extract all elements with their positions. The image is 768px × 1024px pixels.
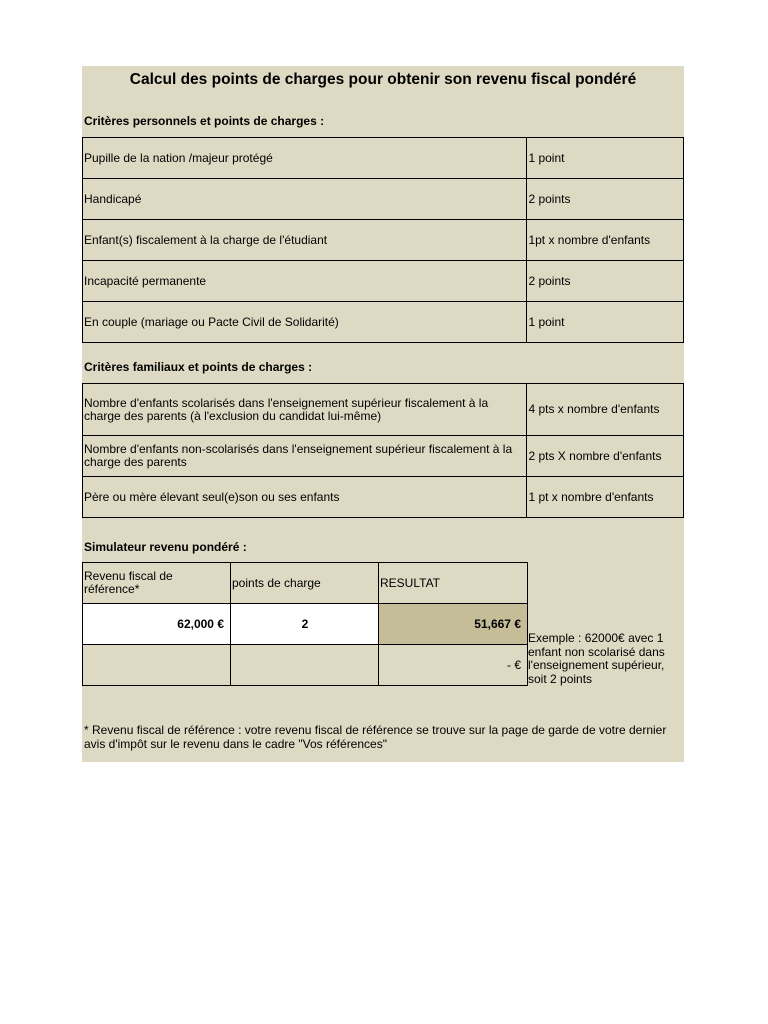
table-row xyxy=(83,138,684,179)
result-header-cell: RESULTAT xyxy=(379,563,528,604)
result-cell: 51,667 € xyxy=(379,604,528,645)
points-cell[interactable]: 1 pt x nombre d'enfants xyxy=(527,477,684,518)
table-row xyxy=(83,302,684,343)
personal-criteria-table xyxy=(82,137,684,343)
table-row xyxy=(83,220,684,261)
result-cell: - € xyxy=(379,645,528,686)
table-row xyxy=(83,261,684,302)
points-cell[interactable]: 1 point xyxy=(527,138,684,179)
points-cell[interactable]: 2 points xyxy=(527,179,684,220)
points-cell[interactable]: 2 points xyxy=(527,261,684,302)
footnote: * Revenu fiscal de référence : votre revenu fiscal de référence se trouve sur la page de garde de votre dernier avis d'impôt sur le revenu dans le cadre "Vos références" xyxy=(84,723,667,751)
table-row xyxy=(83,384,684,436)
criterion-cell[interactable]: Incapacité permanente xyxy=(83,261,527,302)
criterion-cell[interactable]: Handicapé xyxy=(83,179,527,220)
family-criteria-table xyxy=(82,383,684,518)
spreadsheet-sheet xyxy=(82,66,684,762)
table-row xyxy=(83,436,684,477)
table-row xyxy=(83,563,528,604)
criterion-cell[interactable]: Nombre d'enfants scolarisés dans l'enseignement supérieur fiscalement à la charge des parents (à l'exclusion du candidat lui-même) xyxy=(83,384,527,436)
points-cell[interactable]: 1pt x nombre d'enfants xyxy=(527,220,684,261)
personal-criteria-heading: Critères personnels et points de charges : xyxy=(84,114,325,128)
criterion-cell[interactable]: Pupille de la nation /majeur protégé xyxy=(83,138,527,179)
criterion-cell[interactable]: En couple (mariage ou Pacte Civil de Solidarité) xyxy=(83,302,527,343)
points-cell[interactable]: 4 pts x nombre d'enfants xyxy=(527,384,684,436)
family-criteria-heading: Critères familiaux et points de charges : xyxy=(84,360,313,374)
example-note: Exemple : 62000€ avec 1 enfant non scolarisé dans l'enseignement supérieur, soit 2 points xyxy=(528,631,665,686)
points-input-cell[interactable]: 2 xyxy=(231,604,379,645)
criterion-cell[interactable]: Enfant(s) fiscalement à la charge de l'étudiant xyxy=(83,220,527,261)
income-input-cell[interactable]: 62,000 € xyxy=(83,604,231,645)
simulator-heading: Simulateur revenu pondéré : xyxy=(84,540,247,554)
table-row xyxy=(83,645,528,686)
points-cell[interactable]: 1 point xyxy=(527,302,684,343)
criterion-cell[interactable]: Père ou mère élevant seul(e)son ou ses enfants xyxy=(83,477,527,518)
page-title: Calcul des points de charges pour obtenir son revenu fiscal pondéré xyxy=(129,71,637,88)
points-cell[interactable]: 2 pts X nombre d'enfants xyxy=(527,436,684,477)
points-header-cell: points de charge xyxy=(231,563,379,604)
criterion-cell[interactable]: Nombre d'enfants non-scolarisés dans l'enseignement supérieur fiscalement à la charge des parents xyxy=(83,436,527,477)
income-header-cell: Revenu fiscal de référence* xyxy=(83,563,231,604)
simulator-table xyxy=(82,562,528,686)
income-input-cell[interactable] xyxy=(83,645,231,686)
points-input-cell[interactable] xyxy=(231,645,379,686)
table-row xyxy=(83,477,684,518)
table-row xyxy=(83,179,684,220)
table-row xyxy=(83,604,528,645)
